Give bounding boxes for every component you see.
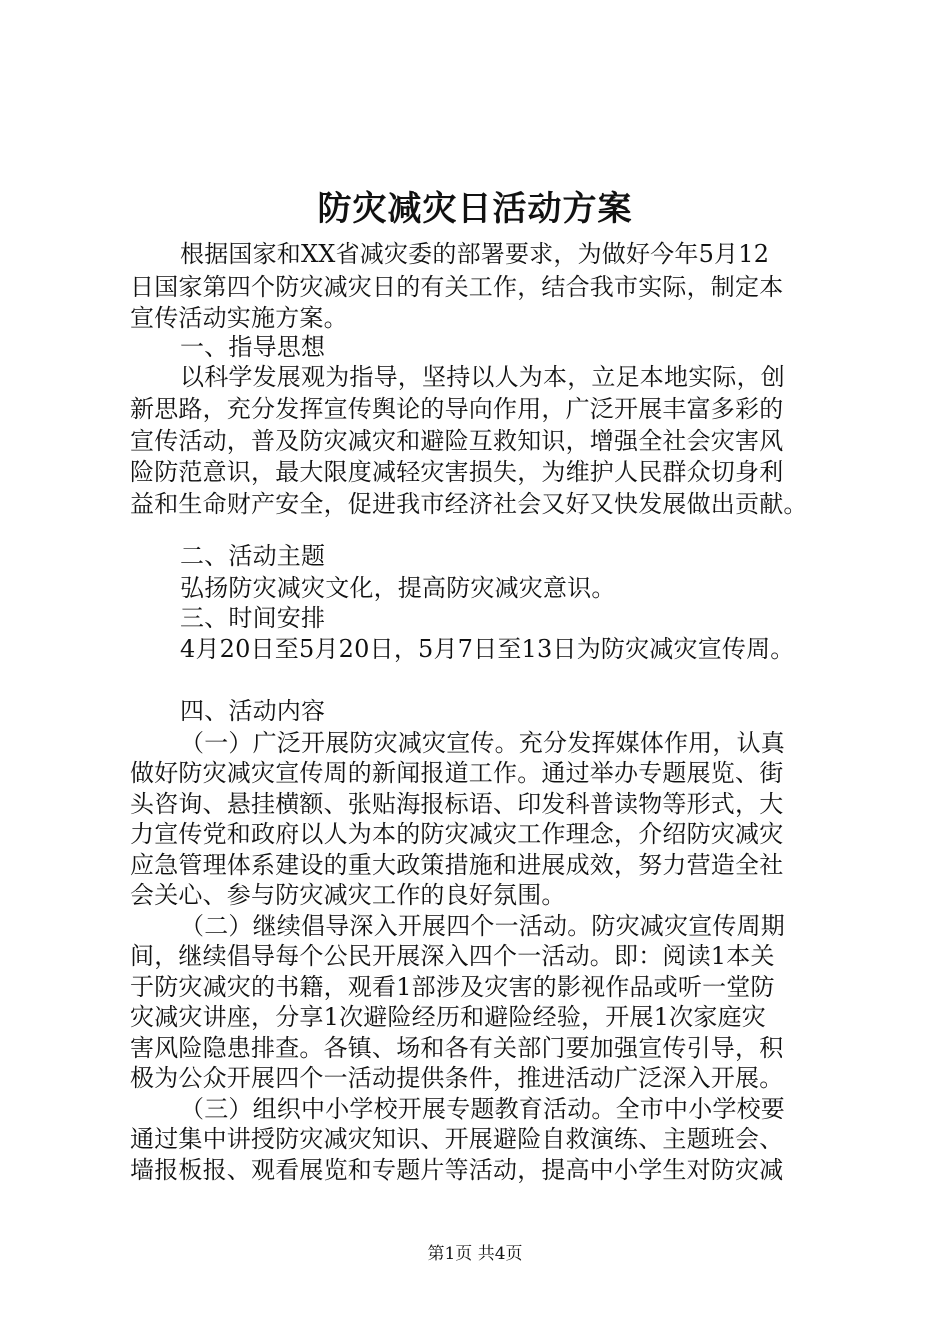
paragraph-line: 新思路，充分发挥宣传舆论的导向作用，广泛开展丰富多彩的: [130, 395, 784, 423]
paragraph-line: （二）继续倡导深入开展四个一活动。防灾减灾宣传周期: [180, 912, 785, 940]
paragraph-line: 根据国家和XX省减灾委的部署要求，为做好今年5月12: [180, 240, 770, 268]
paragraph-line: 会关心、参与防灾减灾工作的良好氛围。: [130, 881, 566, 909]
paragraph-line: 灾减灾讲座，分享1次避险经历和避险经验，开展1次家庭灾: [130, 1003, 766, 1031]
paragraph-line: 日国家第四个防灾减灾日的有关工作，结合我市实际，制定本: [130, 273, 784, 301]
paragraph-line: 宣传活动，普及防灾减灾和避险互救知识，增强全社会灾害风: [130, 427, 784, 455]
paragraph-line: 通过集中讲授防灾减灾知识、开展避险自救演练、主题班会、: [130, 1125, 784, 1153]
paragraph-line: 以科学发展观为指导，坚持以人为本，立足本地实际，创: [180, 363, 785, 391]
paragraph-line: 益和生命财产安全，促进我市经济社会又好又快发展做出贡献。: [130, 490, 808, 518]
paragraph-line: 弘扬防灾减灾文化，提高防灾减灾意识。: [180, 574, 616, 602]
paragraph-line: （一）广泛开展防灾减灾宣传。充分发挥媒体作用，认真: [180, 729, 785, 757]
paragraph-line: 应急管理体系建设的重大政策措施和进展成效，努力营造全社: [130, 851, 784, 879]
paragraph-line: 间，继续倡导每个公民开展深入四个一活动。即：阅读1本关: [130, 942, 775, 970]
section-heading: 一、指导思想: [180, 333, 326, 361]
page-footer: 第1页 共4页: [427, 1244, 523, 1264]
section-heading: 三、时间安排: [180, 604, 326, 632]
paragraph-line: 4月20日至5月20日，5月7日至13日为防灾减灾宣传周。: [180, 635, 795, 663]
paragraph-line: 险防范意识，最大限度减轻灾害损失，为维护人民群众切身利: [130, 458, 784, 486]
paragraph-line: 墙报板报、观看展览和专题片等活动，提高中小学生对防灾减: [130, 1156, 784, 1184]
document-title: 防灾减灾日活动方案: [317, 189, 633, 229]
section-heading: 二、活动主题: [180, 542, 326, 570]
paragraph-line: 极为公众开展四个一活动提供条件，推进活动广泛深入开展。: [130, 1064, 784, 1092]
paragraph-line: 于防灾减灾的书籍，观看1部涉及灾害的影视作品或听一堂防: [130, 973, 775, 1001]
paragraph-line: 做好防灾减灾宣传周的新闻报道工作。通过举办专题展览、街: [130, 759, 784, 787]
paragraph-line: （三）组织中小学校开展专题教育活动。全市中小学校要: [180, 1095, 785, 1123]
paragraph-line: 害风险隐患排查。各镇、场和各有关部门要加强宣传引导，积: [130, 1034, 784, 1062]
paragraph-line: 宣传活动实施方案。: [130, 304, 348, 332]
section-heading: 四、活动内容: [180, 697, 326, 725]
paragraph-line: 头咨询、悬挂横额、张贴海报标语、印发科普读物等形式，大: [130, 790, 784, 818]
paragraph-line: 力宣传党和政府以人为本的防灾减灾工作理念，介绍防灾减灾: [130, 820, 784, 848]
